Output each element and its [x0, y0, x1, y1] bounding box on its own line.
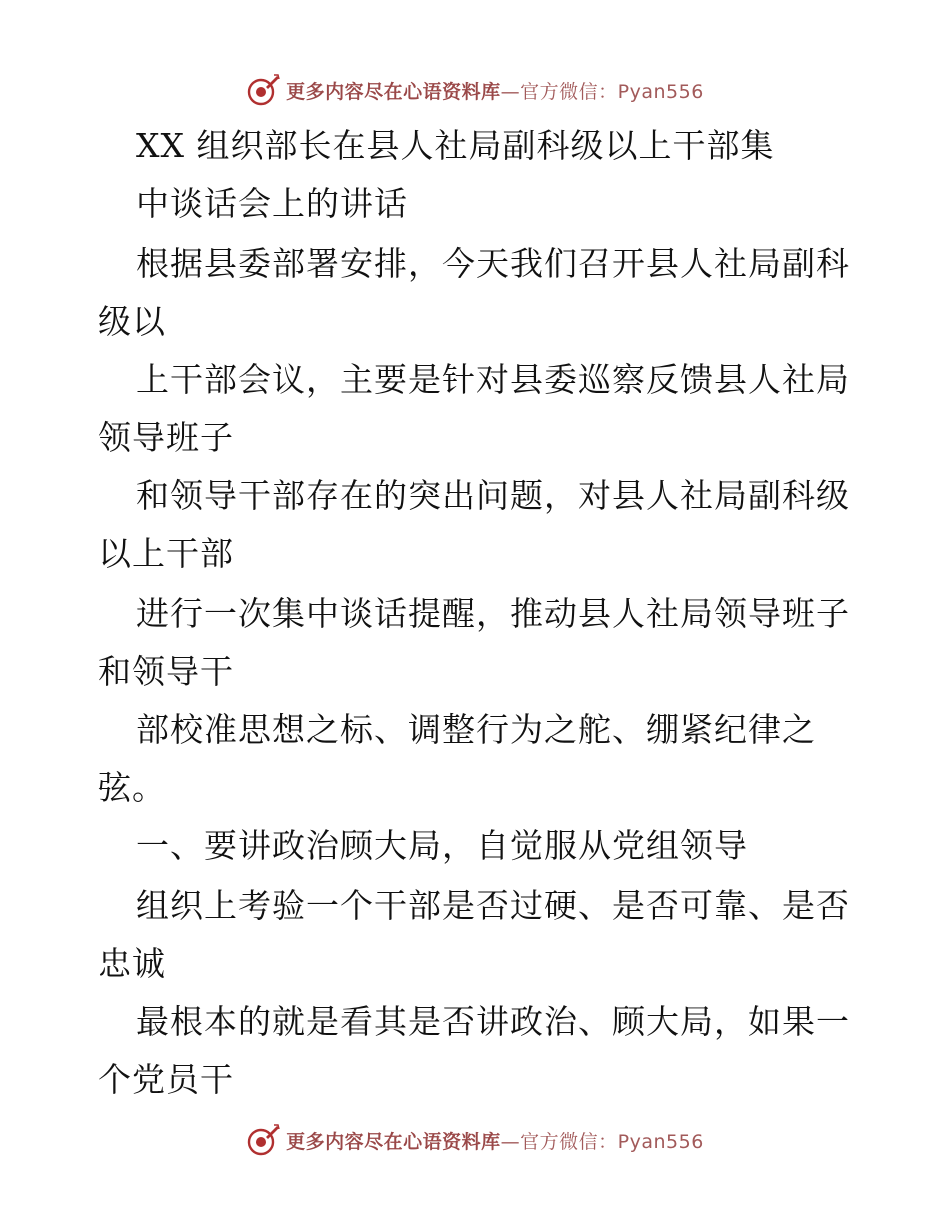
section-heading-line: 一、要讲政治顾大局，自觉服从党组领导	[136, 826, 748, 865]
footer-dash: —	[500, 1130, 521, 1153]
footer-contact-text: 官方微信：Pyan556	[520, 1130, 704, 1153]
paragraph-line: 忠诚	[98, 944, 166, 983]
header-contact-text: 官方微信：Pyan556	[520, 80, 704, 103]
paragraph-line: 组织上考验一个干部是否过硬、是否可靠、是否	[136, 886, 850, 925]
header-banner-text	[286, 77, 704, 104]
paragraph-line: 个党员干	[98, 1060, 234, 1099]
footer-site-text: 更多内容尽在心语资料库	[286, 1130, 501, 1153]
paragraph-line: 和领导干	[98, 652, 234, 691]
paragraph-line: 进行一次集中谈话提醒，推动县人社局领导班子	[136, 594, 850, 633]
doc-title-line-1: XX 组织部长在县人社局副科级以上干部集	[136, 126, 775, 165]
paragraph-line: 级以	[98, 302, 166, 341]
paragraph-line: 最根本的就是看其是否讲政治、顾大局，如果一	[136, 1002, 850, 1041]
paragraph-line: 上干部会议，主要是针对县委巡察反馈县人社局	[136, 360, 850, 399]
paragraph-line: 领导班子	[98, 418, 234, 457]
header-site-text: 更多内容尽在心语资料库	[286, 80, 501, 103]
footer-banner	[0, 1120, 950, 1160]
footer-banner-text	[286, 1127, 704, 1154]
paragraph-line: 以上干部	[98, 534, 234, 573]
pen-in-circle-logo-icon	[246, 1123, 280, 1157]
paragraph-line: 部校准思想之标、调整行为之舵、绷紧纪律之	[136, 710, 816, 749]
header-banner	[0, 70, 950, 110]
paragraph-line: 弦。	[98, 768, 166, 807]
paragraph-line: 根据县委部署安排，今天我们召开县人社局副科	[136, 244, 850, 283]
pen-in-circle-logo-icon	[246, 73, 280, 107]
header-dash: —	[500, 80, 521, 103]
doc-title-line-2: 中谈话会上的讲话	[136, 184, 408, 223]
paragraph-line: 和领导干部存在的突出问题，对县人社局副科级	[136, 476, 850, 515]
